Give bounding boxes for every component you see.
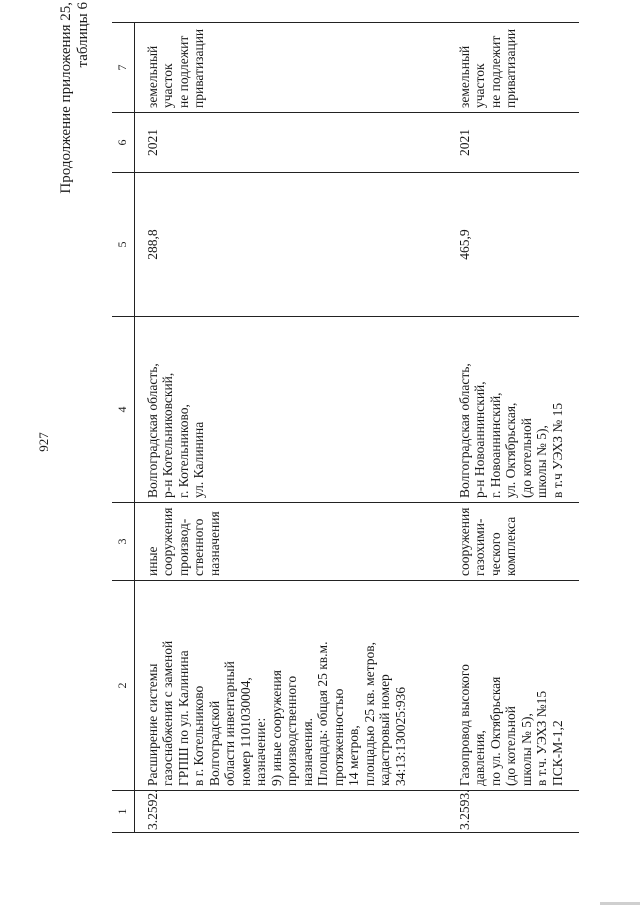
- page-number: 927: [36, 432, 51, 452]
- object-value: 465,9: [447, 173, 580, 317]
- object-note: земельный участок не подлежит приватизации: [134, 23, 447, 113]
- object-type: иные сооружения производ- ственного назначения: [134, 503, 447, 581]
- table-row: [447, 23, 580, 833]
- object-address: Волгоградская область, р-н Новоаннинский, г. Новоаннинский, ул. Октябрьская, (до котельной школы № 5), в т.ч УЭХЗ № 15: [447, 317, 580, 503]
- row-number: 3.2593.: [447, 791, 580, 833]
- registry-table: [112, 22, 579, 833]
- column-header-2: 2: [112, 581, 134, 791]
- object-name: Расширение системы газоснабжения с заменой ГРПШ по ул. Калинина в г. Котельниково Волгоградской области инвентарный номер 1101030004, назначение: 9) иные сооружения производственного назначения. Площадь: общая 25 кв.м. протяженностью 14 метров, площадью 25 кв. метров, кадастровый номер 34:13:130025:936: [134, 581, 447, 791]
- object-name: Газопровод высокого давления, по ул. Октябрьская (до котельной школы № 5), в т.ч. УЭХЗ №15 ПСК-М-1,2: [447, 581, 580, 791]
- column-header-1: 1: [112, 791, 134, 833]
- object-address: Волгоградская область, р-н Котельниковский, г. Котельниково, ул. Калинина: [134, 317, 447, 503]
- column-header-3: 3: [112, 503, 134, 581]
- continuation-line-1: Продолжение приложения 25,: [58, 2, 74, 194]
- column-header-6: 6: [112, 113, 134, 173]
- object-note: земельный участок не подлежит приватизации: [447, 23, 580, 113]
- object-value: 288,8: [134, 173, 447, 317]
- column-header-7: 7: [112, 23, 134, 113]
- object-type: сооружения газохими- ческого комплекса: [447, 503, 580, 581]
- object-year: 2021: [134, 113, 447, 173]
- table-row: [134, 23, 447, 833]
- column-header-4: 4: [112, 317, 134, 503]
- header-row: [112, 23, 134, 833]
- object-year: 2021: [447, 113, 580, 173]
- row-number: 3.2592.: [134, 791, 447, 833]
- continuation-line-2: таблицы 6: [75, 2, 91, 68]
- continuation-note: [58, 2, 92, 302]
- column-header-5: 5: [112, 173, 134, 317]
